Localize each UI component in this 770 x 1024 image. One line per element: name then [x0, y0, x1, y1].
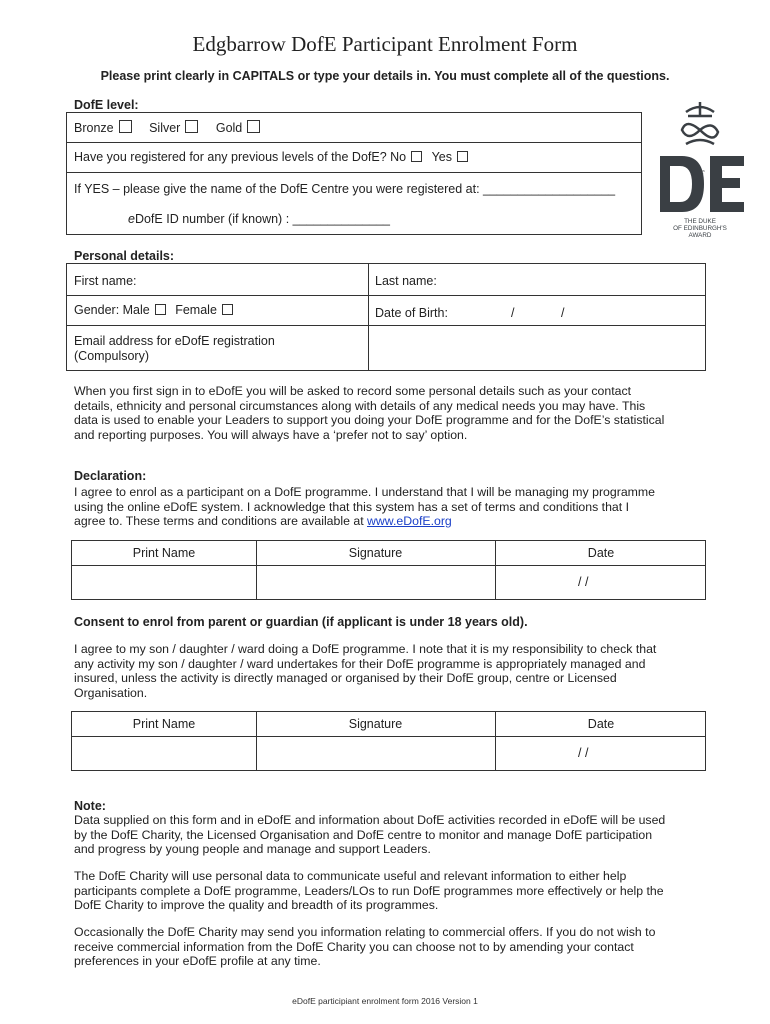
consent-line: Organisation. — [74, 685, 148, 700]
gender-male-label: Gender: Male — [74, 303, 150, 317]
note-line: receive commercial information from the DofE Charity you can choose not to by amending your contact — [74, 939, 634, 954]
date-header: Date — [587, 546, 615, 560]
note-heading: Note: — [74, 799, 106, 813]
consent-line: insured, unless the activity is directly managed or organised by their DofE group, centre or Licensed — [74, 671, 617, 685]
declaration-line-text: agree to. These terms and conditions are available at — [74, 514, 368, 528]
logo-of-mark: of — [692, 169, 703, 184]
declaration-heading: Declaration: — [74, 469, 147, 483]
logo-d-mark — [660, 156, 704, 212]
previous-yes-checkbox[interactable] — [457, 151, 468, 162]
dofe-logo — [652, 100, 748, 240]
note-line: participants complete a DofE programme, Leaders/LOs to run DofE programmes more effectively or help the — [74, 883, 664, 898]
participant-signature-cell[interactable] — [257, 566, 495, 599]
logo-text-1: THE DUKE — [684, 218, 716, 225]
first-name-field[interactable]: First name: — [74, 274, 137, 288]
previous-centre-question[interactable]: If YES – please give the name of the DofE Centre you were registered at: ___________________ — [74, 182, 616, 196]
edofe-id-field[interactable] — [128, 212, 390, 226]
participant-print-name-cell[interactable] — [72, 566, 256, 599]
email-label-line-1: Email address for eDofE registration — [74, 334, 275, 348]
privacy-line: and reporting purposes. You will always have a ‘prefer not to say’ option. — [74, 427, 468, 442]
print-name-header: Print Name — [132, 546, 196, 560]
male-checkbox[interactable] — [155, 304, 166, 315]
female-checkbox[interactable] — [222, 304, 233, 315]
guardian-date-cell[interactable]: / / — [578, 746, 589, 760]
logo-e-mark — [710, 156, 744, 212]
privacy-line: When you first sign in to eDofE you will be asked to record some personal details such as your contact — [74, 384, 632, 398]
dofe-level-table — [66, 112, 642, 235]
privacy-line: data is used to enable your Leaders to support you doing your DofE programme and for the DofE’s statistical — [74, 413, 665, 427]
page-footer: eDofE participiant enrolment form 2016 Version 1 — [292, 996, 478, 1006]
declaration-line: using the online eDofE system. I acknowledge that this system has a set of terms and conditions that I — [74, 499, 630, 514]
guardian-signature-table — [71, 711, 706, 771]
note-line: Data supplied on this form and in eDofE and information about DofE activities recorded in eDofE will be used — [74, 813, 666, 827]
gold-label: Gold — [215, 121, 243, 135]
level-options — [74, 120, 260, 135]
note-line: DofE Charity to improve the quality and breadth of its programmes. — [74, 898, 439, 912]
email-label — [74, 334, 275, 364]
email-input[interactable] — [369, 326, 705, 370]
email-label-line-2: (Compulsory) — [74, 349, 150, 363]
consent-line: I agree to my son / daughter / ward doing a DofE programme. I note that it is my responsibility to check that — [74, 642, 657, 656]
silver-label: Silver — [149, 121, 181, 135]
bronze-label: Bronze — [74, 121, 114, 135]
instructions: Please print clearly in CAPITALS or type your details in. You must complete all of the questions. — [100, 69, 670, 83]
date-of-birth-field[interactable]: Date of Birth: — [375, 306, 448, 320]
consent-paragraph — [74, 642, 704, 700]
guardian-signature-cell[interactable] — [257, 737, 495, 770]
dob-separator-2: / — [561, 306, 565, 320]
personal-details-table — [66, 263, 706, 371]
note-paragraph-2 — [74, 869, 704, 913]
note-line: Occasionally the DofE Charity may send you information relating to commercial offers. If you do not wish to — [74, 925, 656, 939]
note-line: preferences in your eDofE profile at any time. — [74, 954, 321, 968]
date-header: Date — [587, 717, 615, 731]
personal-details-heading: Personal details: — [74, 249, 175, 263]
logo-text-2: OF EDINBURGH'S — [673, 225, 727, 232]
note-paragraph-1 — [74, 813, 704, 857]
declaration-paragraph — [74, 485, 704, 529]
privacy-line: details, ethnicity and personal circumstances along with details of any medical needs you may have. This — [74, 398, 646, 413]
bronze-checkbox[interactable] — [119, 120, 132, 133]
edofe-id-prefix: e — [128, 212, 135, 226]
guardian-print-name-cell[interactable] — [72, 737, 256, 770]
gold-checkbox[interactable] — [247, 120, 260, 133]
dob-separator-1: / — [511, 306, 515, 320]
consent-heading: Consent to enrol from parent or guardian (if applicant is under 18 years old). — [74, 615, 528, 629]
edofe-id-label: DofE ID number (if known) : ______________ — [134, 212, 390, 226]
note-line: and progress by young people and manage and support Leaders. — [74, 842, 431, 856]
previous-levels-question: Have you registered for any previous levels of the DofE? No — [74, 150, 407, 164]
participant-signature-table — [71, 540, 706, 600]
silver-checkbox[interactable] — [185, 120, 198, 133]
gender-row — [74, 303, 233, 317]
declaration-line: I agree to enrol as a participant on a DofE programme. I understand that I will be managing my programme — [74, 485, 655, 499]
previous-levels-row — [74, 150, 468, 164]
consent-line: any activity my son / daughter / ward undertakes for their DofE programme is appropriately managed and — [74, 656, 646, 671]
print-name-header: Print Name — [132, 717, 196, 731]
last-name-field[interactable]: Last name: — [375, 274, 437, 288]
page-title: Edgbarrow DofE Participant Enrolment Form — [192, 32, 578, 56]
previous-no-checkbox[interactable] — [411, 151, 422, 162]
privacy-paragraph — [74, 384, 704, 442]
note-line: The DofE Charity will use personal data to communicate useful and relevant information to either help — [74, 869, 627, 883]
note-paragraph-3 — [74, 925, 704, 969]
note-line: by the DofE Charity, the Licensed Organisation and DofE centre to monitor and manage DofE participation — [74, 827, 653, 842]
dofe-level-heading: DofE level: — [74, 98, 139, 112]
participant-date-cell[interactable]: / / — [578, 575, 589, 589]
signature-header: Signature — [348, 546, 403, 560]
signature-header: Signature — [348, 717, 403, 731]
gender-female-label: Female — [175, 303, 217, 317]
logo-text-3: AWARD — [688, 232, 712, 239]
edofe-link[interactable]: www.eDofE.org — [367, 514, 452, 528]
declaration-line — [74, 514, 704, 529]
previous-yes-label: Yes — [431, 150, 453, 164]
